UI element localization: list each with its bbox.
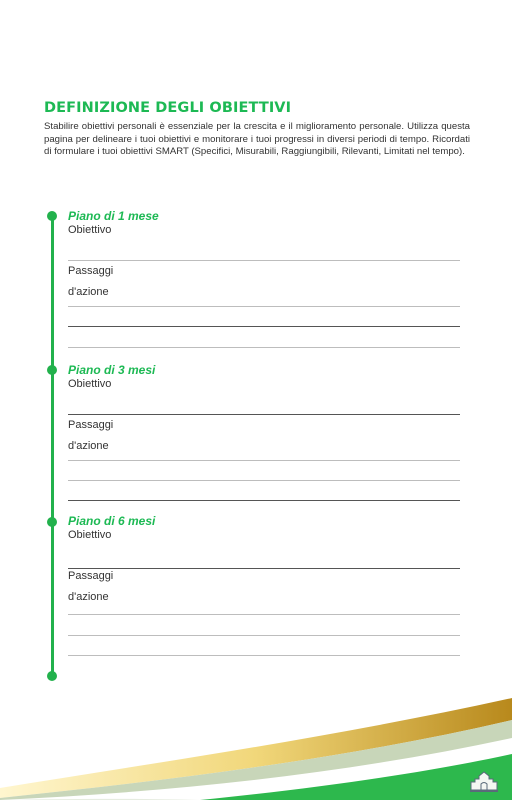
- action-steps-label: Passaggi d'azione: [68, 570, 114, 603]
- action-step-line[interactable]: [68, 635, 460, 636]
- action-step-line[interactable]: [68, 460, 460, 461]
- action-step-line[interactable]: [68, 326, 460, 327]
- timeline-dot: [47, 365, 57, 375]
- intro-paragraph: Stabilire obiettivi personali è essenziale per la crescita e il miglioramento personale. Utilizza questa pagina per delineare i tuoi obiettivi e monitorare i tuoi progressi in diversi periodi di tempo. Ricordati di formulare i tuoi obiettivi SMART (Specifici, Misurabili, Raggiungibili, Rilevanti, Limitati nel tempo).: [44, 121, 470, 158]
- timeline-dot: [47, 517, 57, 527]
- castle-logo-icon: [467, 770, 501, 794]
- action-step-line[interactable]: [68, 480, 460, 481]
- decorative-wave-footer: [0, 680, 512, 800]
- action-step-line[interactable]: [68, 655, 460, 656]
- timeline-line: [51, 216, 54, 677]
- action-step-line[interactable]: [68, 500, 460, 501]
- plan-title: Piano di 6 mesi: [68, 514, 156, 528]
- action-steps-label: Passaggi d'azione: [68, 419, 114, 452]
- plan-title: Piano di 3 mesi: [68, 363, 156, 377]
- page-title: DEFINIZIONE DEGLI OBIETTIVI: [44, 100, 292, 116]
- plan-title: Piano di 1 mese: [68, 209, 159, 223]
- timeline-dot: [47, 211, 57, 221]
- objective-label: Obiettivo: [68, 529, 112, 541]
- action-step-line[interactable]: [68, 306, 460, 307]
- action-steps-label: Passaggi d'azione: [68, 265, 114, 298]
- action-step-line[interactable]: [68, 614, 460, 615]
- action-step-line[interactable]: [68, 347, 460, 348]
- objective-label: Obiettivo: [68, 224, 112, 236]
- objective-label: Obiettivo: [68, 378, 112, 390]
